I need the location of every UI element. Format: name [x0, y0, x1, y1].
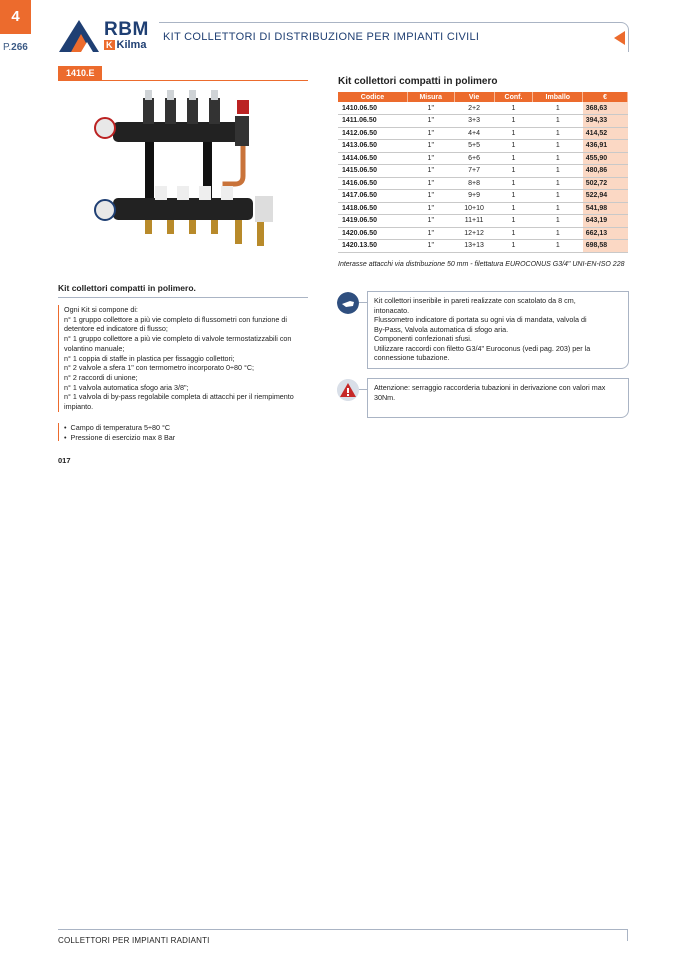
- table-cell: 1: [533, 202, 583, 215]
- table-cell: 2+2: [454, 102, 494, 115]
- cell-code: 1420.06.50: [338, 227, 407, 240]
- cell-code: 1416.06.50: [338, 177, 407, 190]
- table-cell: 3+3: [454, 115, 494, 128]
- cell-code: 1417.06.50: [338, 190, 407, 203]
- page-number-value: 266: [11, 42, 28, 53]
- column-header: Imballo: [533, 92, 583, 102]
- table-row: [338, 127, 628, 140]
- description-line: volantino manuale;: [64, 343, 125, 353]
- table-cell: 1: [494, 177, 533, 190]
- table-row: [338, 240, 628, 253]
- table-row: [338, 102, 628, 115]
- cell-price: 643,19: [583, 215, 628, 228]
- kilma-mark: K: [106, 40, 113, 50]
- column-header: Conf.: [494, 92, 533, 102]
- warning-connector: [359, 389, 367, 390]
- badge-divider: [58, 80, 308, 81]
- manifold-product-image: [85, 86, 305, 261]
- chapter-tab: 4: [0, 0, 31, 34]
- table-cell: 1: [533, 177, 583, 190]
- table-cell: 1": [407, 190, 454, 203]
- info-connector: [359, 302, 367, 303]
- warning-line: Attenzione: serraggio raccorderia tubazioni in derivazione con valori max: [374, 383, 606, 392]
- page-prefix: P.: [3, 42, 12, 53]
- price-table-title: Kit collettori compatti in polimero: [338, 76, 498, 87]
- footer-text: COLLETTORI PER IMPIANTI RADIANTI: [58, 936, 210, 945]
- description-line: detentore ed indicatore di flusso;: [64, 324, 168, 334]
- table-row: [338, 165, 628, 178]
- info-line: By-Pass, Valvola automatica di sfogo aria.: [374, 324, 509, 334]
- cell-code: 1420.13.50: [338, 240, 407, 253]
- table-row: [338, 140, 628, 153]
- page-code: 017: [58, 456, 71, 465]
- cell-price: 541,98: [583, 202, 628, 215]
- warning-triangle-icon: [337, 379, 359, 401]
- table-cell: 1: [494, 127, 533, 140]
- description-line: n° 1 gruppo collettore a più vie completo di flussometri con funzione di: [64, 314, 288, 324]
- table-cell: 1: [533, 190, 583, 203]
- table-cell: 1: [494, 102, 533, 115]
- table-cell: 9+9: [454, 190, 494, 203]
- description-line: Ogni Kit si compone di:: [64, 305, 138, 314]
- table-cell: 5+5: [454, 140, 494, 153]
- column-header: €: [583, 92, 628, 102]
- footer-tick: [627, 929, 628, 941]
- table-cell: 1": [407, 177, 454, 190]
- table-cell: 1": [407, 227, 454, 240]
- header-title: KIT COLLETTORI DI DISTRIBUZIONE PER IMPIANTI CIVILI: [163, 31, 480, 43]
- column-header: Misura: [407, 92, 454, 102]
- table-row: [338, 202, 628, 215]
- table-cell: 1: [494, 140, 533, 153]
- cell-code: 1415.06.50: [338, 165, 407, 178]
- description-bar: [58, 305, 59, 412]
- spec-bullet: • Pressione di esercizio max 8 Bar: [64, 433, 175, 443]
- spec-bullet: • Campo di temperatura 5÷80 °C: [64, 423, 175, 433]
- column-header: Codice: [338, 92, 407, 102]
- table-cell: 1: [494, 115, 533, 128]
- description-divider: [58, 297, 308, 298]
- table-cell: 1: [533, 240, 583, 253]
- table-cell: 7+7: [454, 165, 494, 178]
- table-note: Interasse attacchi via distribuzione 50 mm - filettatura EUROCONUS G3/4" UNI-EN-ISO 228: [338, 261, 625, 268]
- cell-price: 368,63: [583, 102, 628, 115]
- table-cell: 1: [533, 115, 583, 128]
- table-cell: 11+11: [454, 215, 494, 228]
- hand-pointer-icon: [337, 292, 359, 314]
- cell-code: 1414.06.50: [338, 152, 407, 165]
- table-cell: 1: [533, 152, 583, 165]
- cell-price: 394,33: [583, 115, 628, 128]
- info-line: Kit collettori inseribile in pareti realizzate con scatolato da 8 cm,: [374, 296, 576, 305]
- brand-name: RBM: [104, 19, 149, 40]
- info-line: Utilizzare raccordi con filetto G3/4" Euroconus (vedi pag. 203) per la: [374, 343, 591, 353]
- table-row: [338, 215, 628, 228]
- description-title: Kit collettori compatti in polimero.: [58, 283, 196, 293]
- table-cell: 1": [407, 127, 454, 140]
- table-cell: 8+8: [454, 177, 494, 190]
- cell-price: 662,13: [583, 227, 628, 240]
- description-line: n° 1 valvola di by-pass regolabile completa di attacchi per il riempimento: [64, 392, 294, 402]
- header-arrow-icon: [614, 31, 625, 45]
- table-row: [338, 190, 628, 203]
- brand-subname: [104, 39, 146, 51]
- spec-bullets: [64, 423, 175, 442]
- cell-code: 1412.06.50: [338, 127, 407, 140]
- cell-code: 1411.06.50: [338, 115, 407, 128]
- table-cell: 1": [407, 215, 454, 228]
- warning-line: 30Nm.: [374, 392, 396, 402]
- kilma-name: Kilma: [116, 39, 147, 51]
- description-line: n° 2 valvole a sfera 1" con termometro incorporato 0÷80 °C;: [64, 363, 255, 373]
- description-line: n° 1 coppia di staffe in plastica per fissaggio collettori;: [64, 353, 235, 363]
- price-table-header: [338, 92, 628, 102]
- cell-code: 1418.06.50: [338, 202, 407, 215]
- description-line: n° 1 valvola automatica sfogo aria 3/8";: [64, 382, 189, 392]
- footer-divider: [58, 929, 628, 930]
- bullets-bar: [58, 423, 59, 441]
- table-cell: 1": [407, 240, 454, 253]
- table-cell: 1: [533, 102, 583, 115]
- description-body: [64, 305, 314, 412]
- price-table: [338, 92, 628, 253]
- info-line: Componenti confezionati sfusi.: [374, 334, 472, 343]
- warning-note: [367, 378, 629, 418]
- table-cell: 1: [533, 140, 583, 153]
- cell-price: 436,91: [583, 140, 628, 153]
- product-code-badge: 1410.E: [58, 66, 102, 80]
- table-cell: 1: [494, 202, 533, 215]
- cell-code: 1419.06.50: [338, 215, 407, 228]
- table-cell: 1: [494, 190, 533, 203]
- table-cell: 1: [494, 240, 533, 253]
- cell-code: 1413.06.50: [338, 140, 407, 153]
- table-cell: 1: [533, 215, 583, 228]
- description-line: n° 2 raccordi di unione;: [64, 372, 138, 382]
- description-line: n° 1 gruppo collettore a più vie completo di valvole termostatizzabili con: [64, 334, 292, 344]
- table-cell: 1": [407, 202, 454, 215]
- table-cell: 1: [494, 227, 533, 240]
- info-note: [367, 291, 629, 369]
- cell-price: 414,52: [583, 127, 628, 140]
- cell-price: 502,72: [583, 177, 628, 190]
- price-table-body: [338, 102, 628, 252]
- table-cell: 6+6: [454, 152, 494, 165]
- table-cell: 1": [407, 165, 454, 178]
- cell-price: 480,86: [583, 165, 628, 178]
- table-cell: 13+13: [454, 240, 494, 253]
- table-row: [338, 152, 628, 165]
- table-cell: 1: [494, 152, 533, 165]
- cell-price: 455,90: [583, 152, 628, 165]
- table-cell: 1: [494, 165, 533, 178]
- cell-code: 1410.06.50: [338, 102, 407, 115]
- cell-price: 522,94: [583, 190, 628, 203]
- table-row: [338, 115, 628, 128]
- table-row: [338, 177, 628, 190]
- info-line: connessione tubazione.: [374, 353, 450, 362]
- info-line: Flussometro indicatore di portata su ogni via di mandata, valvola di: [374, 315, 587, 324]
- page-number: [3, 42, 28, 53]
- table-cell: 1": [407, 102, 454, 115]
- table-cell: 1: [494, 215, 533, 228]
- cell-price: 698,58: [583, 240, 628, 253]
- description-line: impianto.: [64, 402, 94, 412]
- table-cell: 1: [533, 165, 583, 178]
- table-cell: 10+10: [454, 202, 494, 215]
- info-line: intonacato.: [374, 305, 410, 315]
- column-header: Vie: [454, 92, 494, 102]
- table-row: [338, 227, 628, 240]
- table-cell: 1": [407, 115, 454, 128]
- table-cell: 12+12: [454, 227, 494, 240]
- table-cell: 1: [533, 227, 583, 240]
- table-cell: 1": [407, 152, 454, 165]
- table-cell: 4+4: [454, 127, 494, 140]
- table-cell: 1: [533, 127, 583, 140]
- table-cell: 1": [407, 140, 454, 153]
